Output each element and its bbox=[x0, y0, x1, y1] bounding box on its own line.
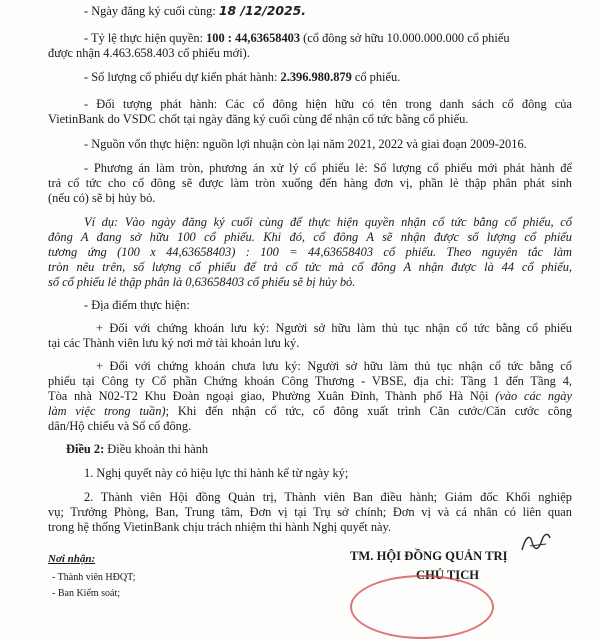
rounding-plan-line-3: (nếu có) sẽ bị hủy bỏ. bbox=[48, 191, 156, 205]
red-seal-stamp bbox=[350, 575, 494, 639]
funding-source-line: - Nguồn vốn thực hiện: nguồn lợi nhuận còn lại năm 2021, 2022 và giai đoạn 2009-2016. bbox=[84, 137, 527, 151]
signature-title: TM. HỘI ĐỒNG QUẢN TRỊ bbox=[350, 549, 508, 563]
example-line-3: tương ứng (100 x 44,63658403) : 100 = 44,63658403 cổ phiếu. Theo nguyên tắc làm bbox=[48, 245, 572, 259]
article-2-heading: Điều 2: Điều khoản thi hành bbox=[66, 442, 209, 456]
last-registration-date-line bbox=[84, 3, 306, 19]
exercise-ratio-line-2: được nhận 4.463.658.403 cổ phiếu mới). bbox=[48, 46, 250, 60]
location-heading: - Địa điểm thực hiện: bbox=[84, 298, 190, 312]
expected-shares-value: 2.396.980.879 bbox=[280, 70, 352, 84]
example-line-4: tròn nêu trên, số lượng cổ phiếu để trả cổ tức mà cổ đông A nhận được là 44 cổ phiếu, bbox=[48, 260, 572, 274]
article-2-item-2: 2. Thành viên Hội đồng Quản trị, Thành viên Ban điều hành; Giám đốc Khối nghiệp bbox=[84, 490, 572, 504]
rounding-plan-line: - Phương án làm tròn, phương án xử lý cổ phiếu lẻ: Số lượng cổ phiếu mới phát hành để bbox=[84, 161, 572, 175]
deposited-securities-line-2: tại các Thành viên lưu ký nơi mở tài khoản lưu ký. bbox=[48, 336, 300, 350]
recipient-item: - Thành viên HĐQT; bbox=[52, 572, 136, 583]
undeposited-securities-line-2: phiếu tại Công ty Cổ phần Chứng khoán Công Thương - VBSE, địa chỉ: Tầng 1 đến Tầng 4, bbox=[48, 374, 572, 388]
issuance-target-line-2: VietinBank do VSDC chốt tại ngày đăng ký cuối cùng để nhận cổ tức bằng cổ phiếu. bbox=[48, 112, 469, 126]
deposited-securities-line: + Đối với chứng khoán lưu ký: Người sở hữu làm thủ tục nhận cổ tức bằng cổ phiếu bbox=[96, 321, 572, 335]
recipient-item: - Ban Kiểm soát; bbox=[52, 588, 121, 599]
article-2-item-2-line-2: vụ; Trưởng Phòng, Ban, Trung tâm, Đơn vị tại Trụ sở chính; Đơn vị và cá nhân có liên quan bbox=[48, 505, 572, 519]
expected-shares-line: - Số lượng cổ phiếu dự kiến phát hành: 2.396.980.879 cổ phiếu. bbox=[84, 70, 401, 84]
undeposited-securities-line: + Đối với chứng khoán chưa lưu ký: Người sở hữu làm thủ tục nhận cổ tức bằng cổ bbox=[96, 359, 572, 373]
article-2-item-1: 1. Nghị quyết này có hiệu lực thi hành kể từ ngày ký; bbox=[84, 466, 349, 480]
signature-position: CHỦ TỊCH bbox=[416, 568, 480, 582]
article-2-item-2-line-3: trong hệ thống VietinBank chịu trách nhiệm thi hành Nghị quyết này. bbox=[48, 520, 392, 534]
example-line-1: Ví dụ: Vào ngày đăng ký cuối cùng để thực hiện quyền nhận cổ tức bằng cổ phiếu, cổ bbox=[84, 215, 572, 229]
issuance-target-line: - Đối tượng phát hành: Các cổ đông hiện hữu có tên trong danh sách cổ đông của bbox=[84, 97, 572, 111]
example-line-2: đông A đang sở hữu 100 cổ phiếu. Khi đó, cổ đông A sẽ nhận được số lượng cổ phiếu bbox=[48, 230, 572, 244]
handwritten-date: 18 /12/2025. bbox=[218, 3, 306, 18]
example-line-5: số cổ phiếu lẻ thập phân là 0,63658403 cổ phiếu sẽ bị hủy bỏ. bbox=[48, 275, 356, 289]
last-registration-date-label: - Ngày đăng ký cuối cùng: bbox=[84, 4, 219, 18]
handwritten-signature bbox=[516, 528, 556, 558]
undeposited-securities-line-5: dân/Hộ chiếu và Sổ cổ đông. bbox=[48, 419, 192, 433]
rounding-plan-line-2: trả cổ tức cho cổ đông sẽ được làm tròn xuống đến hàng đơn vị, phần lẻ thập phân phát sinh bbox=[48, 176, 572, 190]
recipients-heading: Nơi nhận: bbox=[48, 553, 96, 565]
undeposited-securities-line-4: làm việc trong tuần); Khi đến nhận cổ tức, cổ đông xuất trình Căn cước/Căn cước công bbox=[48, 404, 572, 418]
exercise-ratio-line: - Tỷ lệ thực hiện quyền: 100 : 44,63658403 (cổ đông sở hữu 10.000.000.000 cổ phiếu bbox=[84, 31, 510, 45]
undeposited-securities-line-3: Tòa nhà N02-T2 Khu Đoàn ngoại giao, Phường Xuân Đỉnh, Thành phố Hà Nội (vào các ngày bbox=[48, 389, 572, 403]
exercise-ratio-value: 100 : 44,63658403 bbox=[206, 31, 301, 45]
